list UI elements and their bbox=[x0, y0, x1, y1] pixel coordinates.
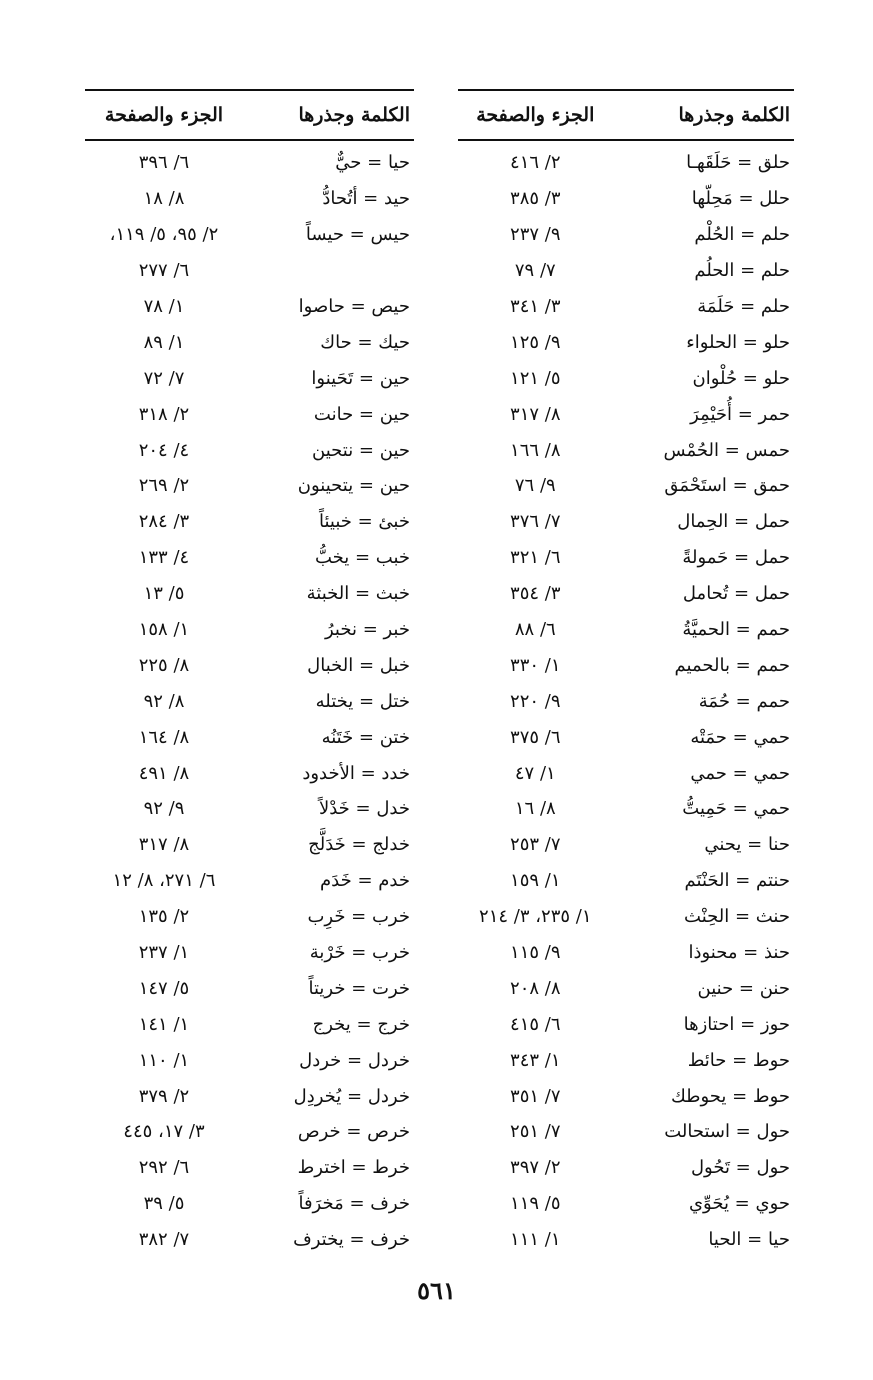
word-root-cell: حنتم = الحَنْتَم bbox=[684, 870, 790, 892]
table-row bbox=[458, 181, 794, 217]
volume-page-cell: ٩/ ٩٢ bbox=[143, 798, 185, 820]
volume-page-cell: ١/ ٢٣٥، ٣/ ٢١٤ bbox=[479, 906, 592, 928]
volume-page-cell: ٤/ ١٣٣ bbox=[138, 547, 190, 569]
table-row bbox=[458, 1186, 794, 1222]
volume-page-cell: ٧/ ٧٩ bbox=[514, 260, 556, 282]
table-row bbox=[85, 181, 414, 217]
table-row bbox=[458, 253, 794, 289]
word-root-cell: حول = تَحُول bbox=[690, 1157, 790, 1179]
word-root-cell: حمم = حُمَة bbox=[698, 690, 790, 712]
volume-page-cell: ٩/ ٢٣٧ bbox=[510, 224, 561, 246]
table-row bbox=[458, 432, 794, 468]
word-root-cell: خبر = نخبرُ bbox=[324, 619, 410, 641]
volume-page-cell: ٦/ ٢٧٧ bbox=[138, 260, 190, 282]
volume-page-cell: ٢/ ٩٥، ٥/ ١١٩، bbox=[109, 224, 219, 246]
volume-page-cell: ١/ ١١١ bbox=[510, 1229, 561, 1251]
table-row bbox=[458, 504, 794, 540]
word-root-cell: خرف = مَخرَفاً bbox=[298, 1193, 410, 1215]
volume-page-cell: ٩/ ٢٢٠ bbox=[510, 690, 561, 712]
volume-page-cell: ٣/ ٣٨٥ bbox=[510, 188, 561, 210]
volume-page-cell: ١/ ١١٠ bbox=[138, 1049, 190, 1071]
header-word-root: الكلمة وجذرها bbox=[298, 104, 410, 126]
word-root-cell: حنا = يحني bbox=[704, 834, 790, 856]
volume-page-cell: ١/ ١٥٨ bbox=[138, 619, 190, 641]
table-row bbox=[458, 289, 794, 325]
word-root-cell: حوط = يحوطك bbox=[670, 1085, 790, 1107]
word-root-cell: خرب = خَرِب bbox=[307, 906, 410, 928]
table-row bbox=[458, 827, 794, 863]
volume-page-cell: ٨/ ١٦ bbox=[514, 798, 556, 820]
volume-page-cell: ٩/ ١١٥ bbox=[510, 942, 561, 964]
volume-page-cell: ١/ ٤٧ bbox=[514, 762, 556, 784]
volume-page-cell: ٢/ ١٣٥ bbox=[138, 906, 190, 928]
table-row bbox=[458, 576, 794, 612]
volume-page-cell: ٢/ ٣١٨ bbox=[138, 403, 190, 425]
volume-page-cell: ٧/ ٣٥١ bbox=[510, 1085, 561, 1107]
volume-page-cell: ٦/ ٣٧٥ bbox=[510, 726, 561, 748]
table-row bbox=[85, 827, 414, 863]
volume-page-cell: ٢/ ٢٦٩ bbox=[138, 475, 190, 497]
table-row bbox=[85, 1042, 414, 1078]
volume-page-cell: ٧/ ٢٥١ bbox=[510, 1121, 561, 1143]
volume-page-cell: ١/ ٧٨ bbox=[143, 296, 185, 317]
volume-page-cell: ٣/ ١٧، ٤٤٥ bbox=[123, 1121, 205, 1143]
word-root-cell: ختن = خَتَنُه bbox=[321, 726, 410, 748]
volume-page-cell: ٥/ ١٤٧ bbox=[138, 977, 190, 999]
table-row bbox=[458, 935, 794, 971]
table-row bbox=[85, 863, 414, 899]
word-root-cell: حلم = حَلَمَة bbox=[697, 296, 790, 317]
word-root-cell: حنث = الحِنْث bbox=[684, 906, 790, 928]
volume-page-cell: ٦/ ٢٧١، ٨/ ١٢ bbox=[112, 870, 216, 892]
index-table-left bbox=[85, 89, 414, 1258]
table-row bbox=[458, 899, 794, 935]
word-root-cell: حمق = استَحْمَق bbox=[664, 475, 790, 497]
volume-page-cell: ٨/ ١٨ bbox=[143, 188, 185, 210]
table-row bbox=[458, 683, 794, 719]
volume-page-cell: ٦/ ٤١٥ bbox=[510, 1013, 561, 1035]
volume-page-cell: ٨/ ٣١٧ bbox=[510, 403, 561, 425]
volume-page-cell: ٣/ ٣٤١ bbox=[510, 296, 561, 317]
word-root-cell: حمس = الحُمْس bbox=[663, 439, 790, 461]
table-header bbox=[85, 89, 414, 141]
word-root-cell: حين = تَحَينوا bbox=[311, 367, 410, 389]
volume-page-cell: ٦/ ٨٨ bbox=[514, 619, 556, 641]
table-row bbox=[85, 1222, 414, 1258]
word-root-cell: خبئ = خبيئاً bbox=[319, 511, 410, 533]
word-root-cell: حنن = حنين bbox=[697, 977, 790, 999]
word-root-cell: حيص = حاصوا bbox=[298, 296, 410, 317]
volume-page-cell: ٨/ ٤٩١ bbox=[138, 762, 190, 784]
table-row bbox=[85, 468, 414, 504]
table-row bbox=[458, 217, 794, 253]
volume-page-cell: ١/ ٨٩ bbox=[143, 331, 185, 353]
table-row bbox=[85, 970, 414, 1006]
word-root-cell: خدم = خَدَم bbox=[320, 870, 410, 892]
volume-page-cell: ٥/ ١٣ bbox=[143, 583, 185, 605]
table-row bbox=[458, 468, 794, 504]
table-row bbox=[458, 396, 794, 432]
table-row bbox=[85, 289, 414, 325]
table-row bbox=[85, 1078, 414, 1114]
header-volume-page: الجزء والصفحة bbox=[104, 104, 224, 126]
table-row bbox=[85, 324, 414, 360]
word-root-cell: خبب = يخبُّ bbox=[314, 547, 410, 569]
table-row bbox=[85, 899, 414, 935]
word-root-cell: ختل = يختله bbox=[315, 690, 410, 712]
volume-page-cell: ٨/ ١٦٦ bbox=[510, 439, 561, 461]
volume-page-cell: ٧/ ٣٧٦ bbox=[510, 511, 561, 533]
header-word-root: الكلمة وجذرها bbox=[678, 104, 790, 126]
volume-page-cell: ٧/ ٣٨٢ bbox=[138, 1229, 190, 1251]
volume-page-cell: ٥/ ١٢١ bbox=[510, 367, 561, 389]
volume-page-cell: ١/ ٢٣٧ bbox=[138, 942, 190, 964]
table-row bbox=[85, 719, 414, 755]
table-row bbox=[85, 755, 414, 791]
word-root-cell: حين = يتحينون bbox=[297, 475, 410, 497]
table-row bbox=[85, 935, 414, 971]
volume-page-cell: ١/ ٣٣٠ bbox=[510, 654, 561, 676]
table-row bbox=[458, 1042, 794, 1078]
table-row bbox=[85, 253, 414, 289]
word-root-cell: حيك = حاك bbox=[320, 331, 410, 353]
table-row bbox=[458, 1150, 794, 1186]
volume-page-cell: ٨/ ٢٠٨ bbox=[510, 977, 561, 999]
table-row bbox=[458, 719, 794, 755]
index-table-right bbox=[458, 89, 794, 1258]
table-rows bbox=[458, 145, 794, 1258]
volume-page-cell: ٢/ ٣٩٧ bbox=[510, 1157, 561, 1179]
volume-page-cell: ٦/ ٣٢١ bbox=[510, 547, 561, 569]
volume-page-cell: ٤/ ٢٠٤ bbox=[138, 439, 190, 461]
word-root-cell: حلم = الحُلْم bbox=[694, 224, 790, 246]
table-row bbox=[458, 145, 794, 181]
volume-page-cell: ٢/ ٣٧٩ bbox=[138, 1085, 190, 1107]
table-row bbox=[85, 504, 414, 540]
table-row bbox=[458, 1114, 794, 1150]
word-root-cell: حول = استحالت bbox=[664, 1121, 790, 1143]
volume-page-cell: ٦/ ٢٩٢ bbox=[138, 1157, 190, 1179]
table-row bbox=[85, 145, 414, 181]
volume-page-cell: ٩/ ٧٦ bbox=[514, 475, 556, 497]
word-root-cell: خدلج = خَدَلَّج bbox=[308, 834, 410, 856]
volume-page-cell: ١/ ٣٤٣ bbox=[510, 1049, 561, 1071]
volume-page-cell: ٥/ ٣٩ bbox=[143, 1193, 185, 1215]
word-root-cell: حمر = أُحَيْمِرَ bbox=[690, 403, 790, 425]
table-header bbox=[458, 89, 794, 141]
word-root-cell: حمي = حمي bbox=[690, 762, 790, 784]
word-root-cell: حلو = الحلواء bbox=[686, 331, 790, 353]
word-root-cell: خدل = خَدْلاً bbox=[318, 798, 410, 820]
word-root-cell: حمي = حَمِيتُّ bbox=[682, 798, 790, 820]
table-row bbox=[85, 217, 414, 253]
volume-page-cell: ٩/ ١٢٥ bbox=[510, 331, 561, 353]
word-root-cell: خرج = يخرج bbox=[312, 1013, 410, 1035]
table-row bbox=[458, 791, 794, 827]
word-root-cell: حمل = تُحامل bbox=[682, 583, 790, 605]
table-row bbox=[85, 647, 414, 683]
volume-page-cell: ٨/ ١٦٤ bbox=[138, 726, 190, 748]
volume-page-cell: ٧/ ٢٥٣ bbox=[510, 834, 561, 856]
word-root-cell: حيا = الحيا bbox=[708, 1229, 790, 1251]
word-root-cell: حمم = الحميَّةُ bbox=[682, 619, 790, 641]
volume-page-cell: ٥/ ١١٩ bbox=[510, 1193, 561, 1215]
word-root-cell: حيد = أتُحادُّ bbox=[322, 188, 410, 210]
word-root-cell: خبل = الخبال bbox=[307, 654, 410, 676]
word-root-cell: حلل = مَحِلّها bbox=[691, 188, 790, 210]
word-root-cell: حنذ = محنوذا bbox=[688, 942, 790, 964]
volume-page-cell: ٨/ ٩٢ bbox=[143, 690, 185, 712]
table-row bbox=[458, 540, 794, 576]
table-row bbox=[458, 1006, 794, 1042]
word-root-cell: حين = نتحين bbox=[312, 439, 410, 461]
word-root-cell: حمل = حَمولةً bbox=[682, 547, 790, 569]
word-root-cell: خرص = خرص bbox=[297, 1121, 410, 1143]
volume-page-cell: ١/ ١٤١ bbox=[138, 1013, 190, 1035]
word-root-cell: خبث = الخبثة bbox=[306, 583, 410, 605]
table-row bbox=[85, 540, 414, 576]
table-row bbox=[85, 1150, 414, 1186]
word-root-cell: حلو = حُلْوان bbox=[692, 367, 790, 389]
word-root-cell: خردل = خردل bbox=[299, 1049, 410, 1071]
volume-page-cell: ١/ ١٥٩ bbox=[510, 870, 561, 892]
volume-page-cell: ٣/ ٢٨٤ bbox=[138, 511, 190, 533]
word-root-cell: خدد = الأخدود bbox=[302, 762, 410, 784]
word-root-cell: خرب = خَرْبة bbox=[309, 942, 410, 964]
table-row bbox=[458, 755, 794, 791]
table-row bbox=[85, 612, 414, 648]
volume-page-cell: ٦/ ٣٩٦ bbox=[138, 152, 190, 174]
table-row bbox=[458, 970, 794, 1006]
word-root-cell: حيا = حيٌّ bbox=[335, 152, 410, 174]
word-root-cell: حمي = حمَتْه bbox=[690, 726, 790, 748]
word-root-cell: حوي = يُحَوِّي bbox=[688, 1193, 790, 1215]
word-root-cell: حمم = بالحميم bbox=[674, 654, 790, 676]
table-rows bbox=[85, 145, 414, 1258]
word-root-cell: خرف = يخترف bbox=[293, 1229, 410, 1251]
header-volume-page: الجزء والصفحة bbox=[476, 104, 595, 126]
table-row bbox=[458, 360, 794, 396]
word-root-cell: حوز = احتازها bbox=[683, 1013, 790, 1035]
volume-page-cell: ٨/ ٣١٧ bbox=[138, 834, 190, 856]
table-row bbox=[85, 396, 414, 432]
word-root-cell: حمل = الحِمال bbox=[677, 511, 790, 533]
word-root-cell: خرط = اخترط bbox=[297, 1157, 410, 1179]
volume-page-cell: ٢/ ٤١٦ bbox=[510, 152, 561, 174]
page-number: ٥٦١ bbox=[417, 1276, 456, 1305]
table-row bbox=[85, 360, 414, 396]
word-root-cell: حلم = الحلُم bbox=[694, 260, 790, 282]
table-row bbox=[458, 324, 794, 360]
table-row bbox=[458, 647, 794, 683]
table-row bbox=[85, 791, 414, 827]
table-row bbox=[85, 683, 414, 719]
table-row bbox=[85, 1186, 414, 1222]
table-row bbox=[85, 576, 414, 612]
table-row bbox=[458, 1222, 794, 1258]
volume-page-cell: ٧/ ٧٢ bbox=[143, 367, 185, 389]
volume-page-cell: ٣/ ٣٥٤ bbox=[510, 583, 561, 605]
table-row bbox=[458, 612, 794, 648]
word-root-cell: حوط = حائط bbox=[687, 1049, 790, 1071]
word-root-cell: خردل = يُخردِل bbox=[293, 1085, 410, 1107]
word-root-cell: حيس = حيساً bbox=[305, 224, 410, 246]
word-root-cell: حين = حانت bbox=[313, 403, 410, 425]
table-row bbox=[85, 1114, 414, 1150]
table-row bbox=[85, 1006, 414, 1042]
table-row bbox=[458, 863, 794, 899]
word-root-cell: خرت = خريتاً bbox=[308, 977, 410, 999]
word-root-cell: حلق = حَلَقَهـا bbox=[686, 152, 790, 174]
table-row bbox=[458, 1078, 794, 1114]
table-row bbox=[85, 432, 414, 468]
volume-page-cell: ٨/ ٢٢٥ bbox=[138, 654, 190, 676]
